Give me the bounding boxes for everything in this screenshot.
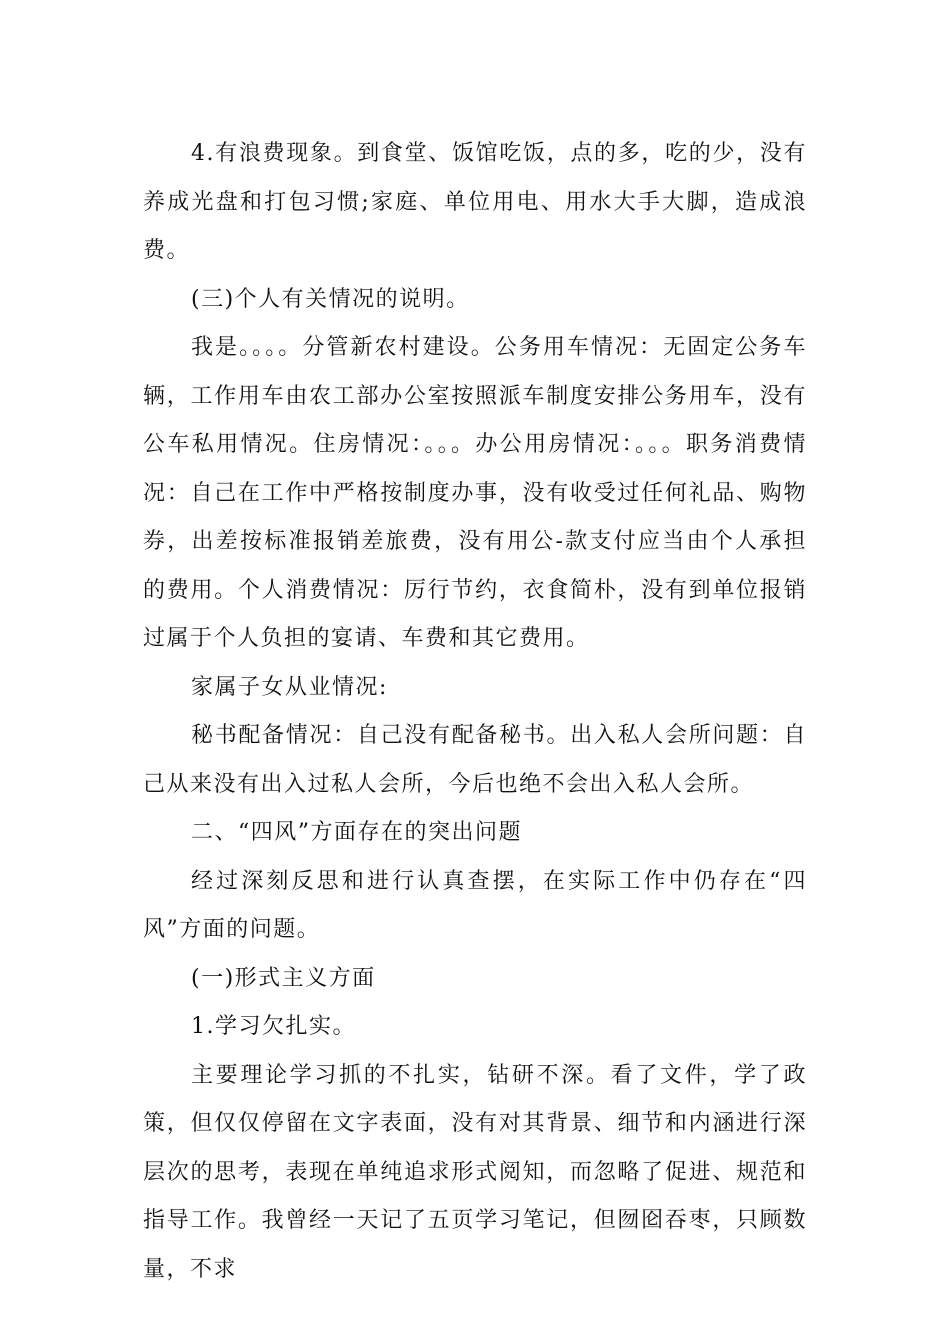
paragraph-waste-phenomenon: 4.有浪费现象。到食堂、饭馆吃饭，点的多，吃的少，没有养成光盘和打包习惯;家庭、单位用电、用水大手大脚，造成浪费。 <box>143 141 807 263</box>
heading-personal-situation: (三)个人有关情况的说明。 <box>191 286 470 312</box>
document-body <box>143 130 807 1294</box>
paragraph-personal-details: 我是。。。。分管新农村建设。公务用车情况：无固定公务车辆，工作用车由农工部办公室按照派车制度安排公务用车，没有公车私用情况。住房情况：。。。办公用房情况：。。。职务消费情况：自己在工作中严格按制度办事，没有收受过任何礼品、购物券，出差按标准报销差旅费，没有用公-款支付应当由个人承担的费用。个人消费情况：厉行节约，衣食简朴，没有到单位报销过属于个人负担的宴请、车费和其它费用。 <box>143 335 807 651</box>
heading-formalism: (一)形式主义方面 <box>191 965 376 991</box>
heading-four-winds-problems: 二、“四风”方面存在的突出问题 <box>191 820 522 845</box>
paragraph-family-employment: 家属子女从业情况: <box>191 674 388 700</box>
paragraph-study-details: 主要理论学习抓的不扎实，钻研不深。看了文件，学了政策，但仅仅停留在文字表面，没有对其背景、细节和内涵进行深层次的思考，表现在单纯追求形式阅知，而忽略了促进、规范和指导工作。我曾经一天记了五页学习笔记，但囫囵吞枣，只顾数量，不求 <box>143 1062 807 1282</box>
paragraph-reflection: 经过深刻反思和进行认真查摆，在实际工作中仍存在“四风”方面的问题。 <box>143 868 807 942</box>
heading-study-not-solid: 1.学习欠扎实。 <box>191 1014 356 1039</box>
paragraph-secretary-club: 秘书配备情况：自己没有配备秘书。出入私人会所问题：自己从来没有出入过私人会所，今后也绝不会出入私人会所。 <box>143 723 807 797</box>
